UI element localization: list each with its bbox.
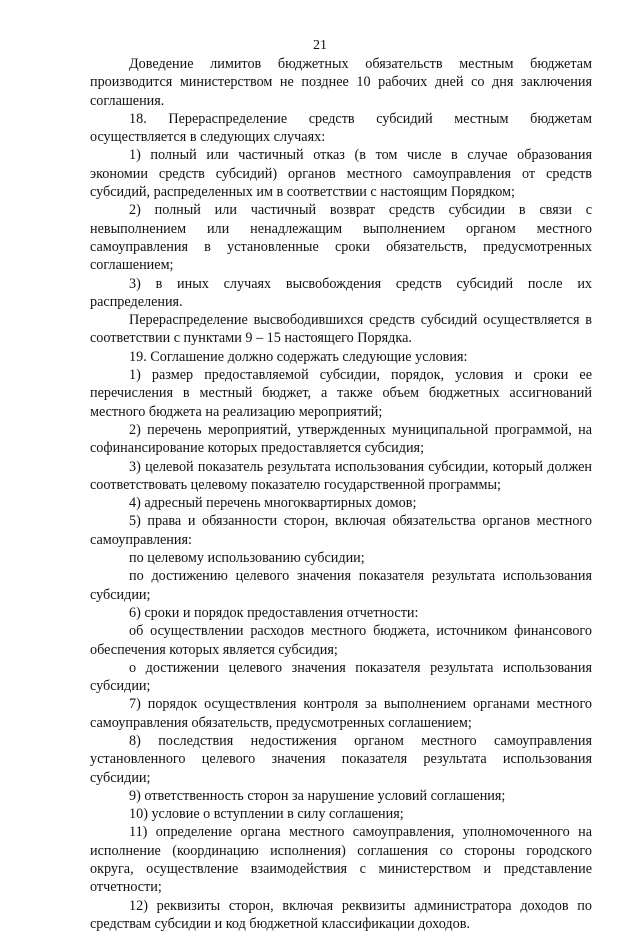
paragraph-19-item-8: 8) последствия недостижения органом местного самоуправления установленного целевого значения показателя результата использования субсидии; bbox=[90, 732, 592, 786]
paragraph-19-item-4: 4) адресный перечень многоквартирных домов; bbox=[129, 495, 417, 512]
paragraph-19-item-6-sub-1: об осуществлении расходов местного бюджета, источником финансового обеспечения которых является субсидия; bbox=[90, 623, 592, 658]
paragraph-clause-18: 18. Перераспределение средств субсидий местным бюджетам осуществляется в следующих случаях: bbox=[90, 110, 592, 146]
paragraph-19-item-11: 11) определение органа местного самоуправления, уполномоченного на исполнение (координацию исполнения) соглашения со стороны городского округа, осуществление взаимодействия с министерством и представление отчетности; bbox=[90, 824, 592, 896]
paragraph-18-item-3: 3) в иных случаях высвобождения средств субсидий после их распределения. bbox=[90, 275, 592, 310]
paragraph-19-item-7: 7) порядок осуществления контроля за выполнением органами местного самоуправления обязательств, предусмотренных соглашением; bbox=[90, 696, 592, 731]
paragraph-19-item-1: 1) размер предоставляемой субсидии, порядок, условия и сроки ее перечисления в местный бюджет, а также объем бюджетных ассигнований местного бюджета на реализацию мероприятий; bbox=[90, 367, 592, 420]
paragraph-19-item-5-sub-1: по целевому использованию субсидии; bbox=[129, 550, 365, 567]
paragraph-19-item-5-sub-2: по достижению целевого значения показателя результата использования субсидии; bbox=[90, 568, 592, 603]
paragraph-limits-notice: Доведение лимитов бюджетных обязательств местным бюджетам производится министерством не позднее 10 рабочих дней со дня заключения соглашения. bbox=[90, 56, 592, 109]
paragraph-19-item-5: 5) права и обязанности сторон, включая обязательства органов местного самоуправления: bbox=[90, 513, 592, 548]
paragraph-19-item-2: 2) перечень мероприятий, утвержденных муниципальной программой, на софинансирование которых предоставляется субсидия; bbox=[90, 421, 592, 457]
paragraph-redistribution: Перераспределение высвободившихся средств субсидий осуществляется в соответствии с пунктами 9 – 15 настоящего Порядка. bbox=[90, 312, 592, 347]
paragraph-19-item-12: 12) реквизиты сторон, включая реквизиты администратора доходов по средствам субсидии и код бюджетной классификации доходов. bbox=[90, 897, 592, 932]
page-number: 21 bbox=[313, 38, 327, 53]
document-body bbox=[90, 55, 592, 933]
paragraph-clause-19: 19. Соглашение должно содержать следующие условия: bbox=[129, 348, 468, 365]
paragraph-19-item-9: 9) ответственность сторон за нарушение условий соглашения; bbox=[129, 787, 506, 804]
paragraph-19-item-3: 3) целевой показатель результата использования субсидии, который должен соответствовать целевому показателю государственной программы; bbox=[90, 458, 592, 493]
paragraph-18-item-1: 1) полный или частичный отказ (в том числе в случае образования экономии средств субсидий) органов местного самоуправления от средств субсидий, распределенных им в соответствии с настоящим Порядком; bbox=[90, 147, 592, 201]
paragraph-19-item-6-sub-2: о достижении целевого значения показателя результата использования субсидии; bbox=[90, 659, 592, 695]
paragraph-19-item-10: 10) условие о вступлении в силу соглашения; bbox=[129, 806, 404, 823]
paragraph-18-item-2: 2) полный или частичный возврат средств субсидии в связи с невыполнением или ненадлежащим выполнением органом местного самоуправления в установленные сроки обязательств, предусмотренных соглашением; bbox=[90, 202, 592, 274]
paragraph-19-item-6: 6) сроки и порядок предоставления отчетности: bbox=[129, 604, 419, 621]
